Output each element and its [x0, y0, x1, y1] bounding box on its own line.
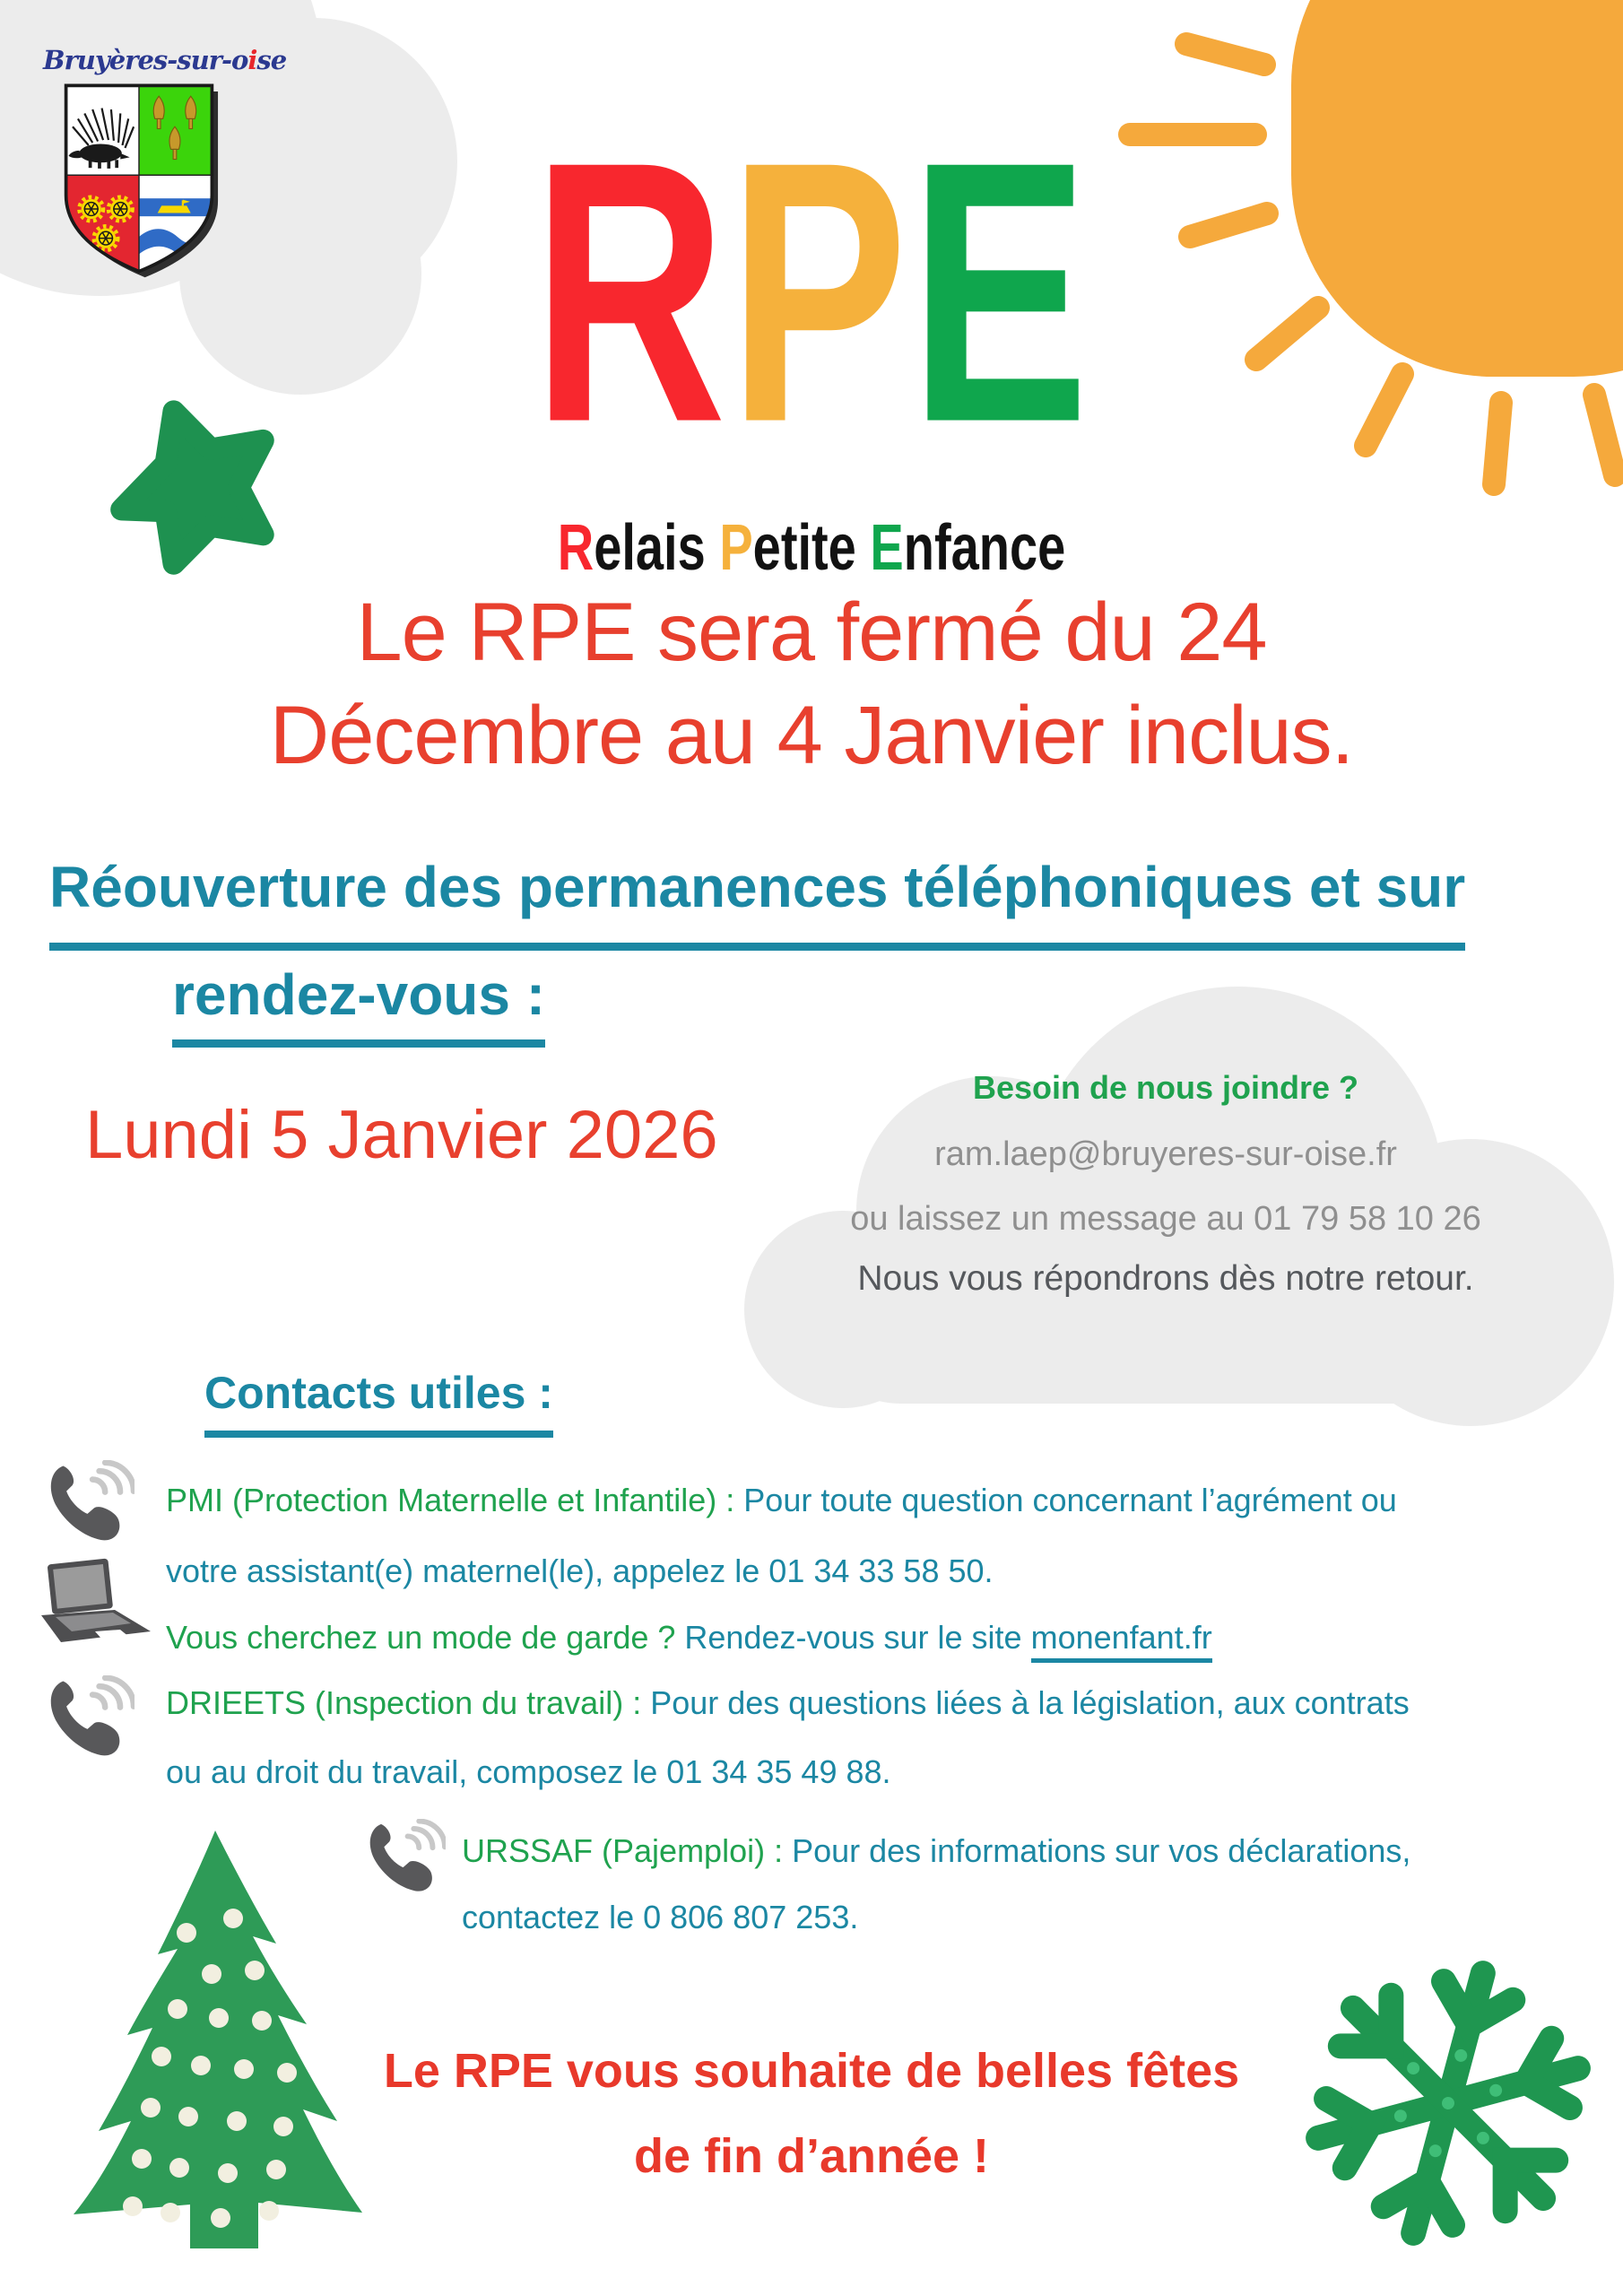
reopening-heading-line1: Réouverture des permanences téléphoniques et sur: [49, 854, 1465, 951]
contact-garde-line: Vous cherchez un mode de garde ? Rendez-vous sur le site monenfant.fr: [166, 1617, 1212, 1657]
rpe-letter-p: P: [728, 83, 910, 500]
snowflake-icon: [1282, 1937, 1614, 2269]
laptop-icon: [25, 1556, 160, 1664]
closing-line2: de fin d’année !: [633, 2128, 990, 2183]
closure-line1: Le RPE sera fermé du 24: [356, 587, 1267, 678]
contact-urssaf-line1: URSSAF (Pajemploi) : Pour des informations sur vos déclarations,: [462, 1832, 1411, 1869]
reopening-date: Lundi 5 Janvier 2026: [85, 1097, 718, 1173]
closure-line2: Décembre au 4 Janvier inclus.: [269, 690, 1354, 781]
town-name: Bruyères-sur-oise: [43, 45, 287, 75]
contact-drieets-line1: DRIEETS (Inspection du travail) : Pour des questions liées à la législation, aux contrats: [166, 1684, 1410, 1721]
contact-cloud-heading: Besoin de nous joindre ?: [972, 1069, 1359, 1106]
contact-drieets-line2: ou au droit du travail, composez le 01 34 35 49 88.: [166, 1753, 891, 1790]
contact-urssaf-line2: contactez le 0 806 807 253.: [462, 1899, 859, 1935]
closing-line1: Le RPE vous souhaite de belles fêtes: [383, 2044, 1240, 2098]
contact-pmi-line2: votre assistant(e) maternel(le), appelez le 01 34 33 58 50.: [166, 1552, 994, 1589]
rpe-letter-e: E: [909, 83, 1091, 500]
contacts-heading: Contacts utiles :: [204, 1367, 553, 1438]
contact-voicemail-line: ou laissez un message au 01 79 58 10 26: [850, 1200, 1481, 1238]
cloud-shape-contact: [807, 1215, 1578, 1404]
closure-announcement: [0, 581, 1623, 787]
contact-pmi-line1: PMI (Protection Maternelle et Infantile) : Pour toute question concernant l’agrément ou: [166, 1482, 1397, 1518]
monenfant-link[interactable]: monenfant.fr: [1031, 1619, 1212, 1663]
phone-icon: [40, 1460, 135, 1552]
contact-email: ram.laep@bruyeres-sur-oise.fr: [934, 1135, 1397, 1173]
star-icon: [91, 396, 302, 580]
reopening-heading-line2: rendez-vous :: [172, 961, 545, 1048]
contact-reply-line: Nous vous répondrons dès notre retour.: [857, 1259, 1474, 1298]
phone-icon: [40, 1675, 135, 1768]
rpe-subtitle: Relais Petite Enfance: [557, 509, 1066, 584]
rpe-letter-r: R: [532, 83, 729, 500]
